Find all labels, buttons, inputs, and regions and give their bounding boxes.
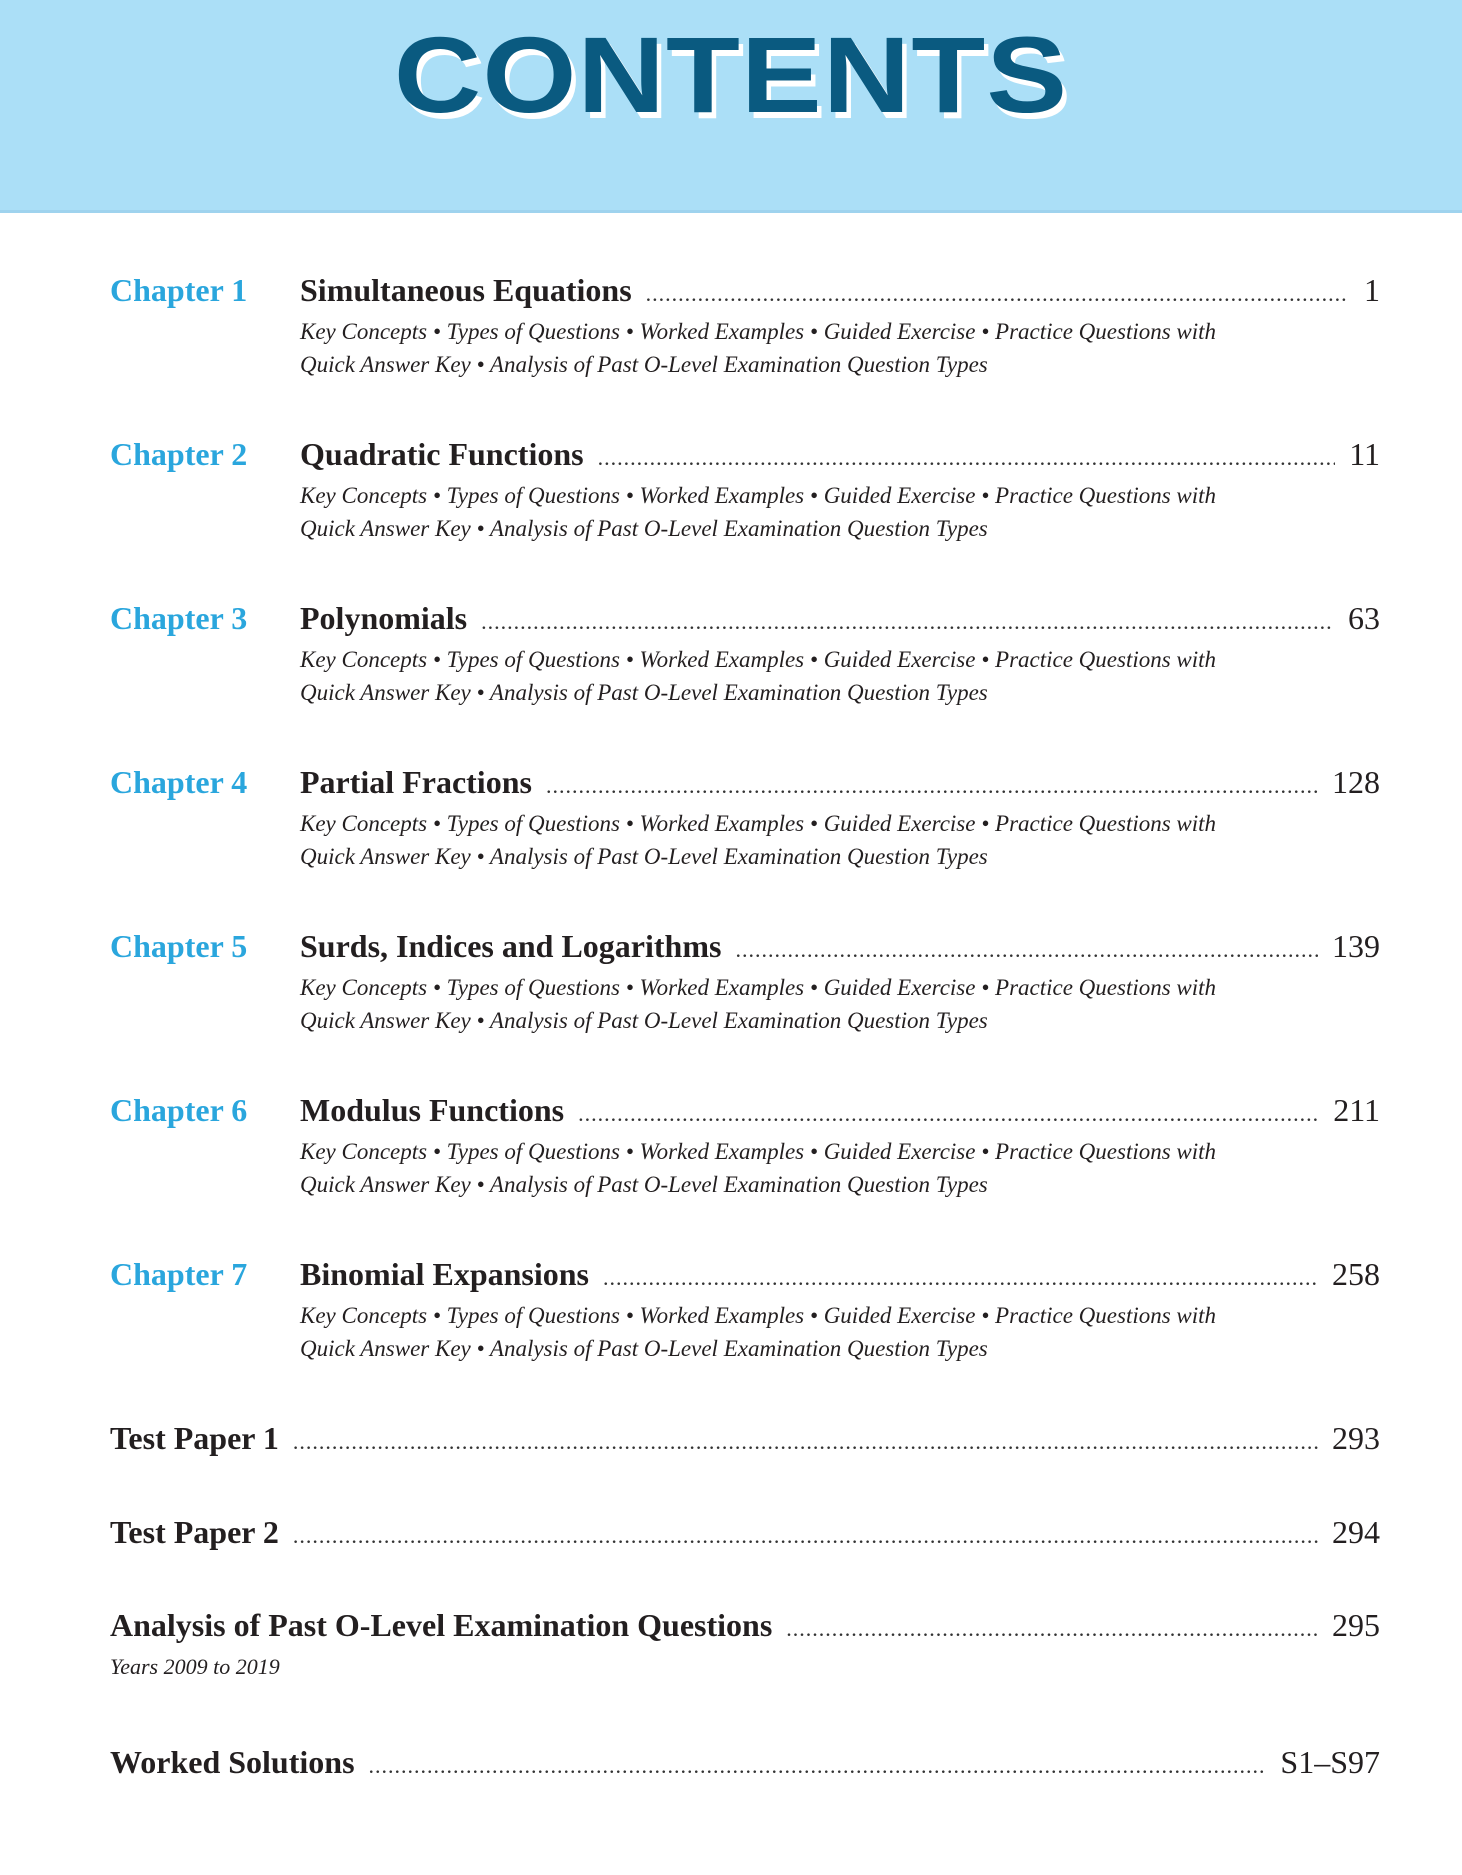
dot-leader bbox=[293, 1523, 1318, 1549]
chapter-description bbox=[300, 643, 1380, 709]
page-number: 294 bbox=[1332, 1514, 1380, 1550]
toc-entry-test-paper-2[interactable] bbox=[110, 1514, 1380, 1551]
chapter-title[interactable]: Modulus Functions bbox=[300, 1092, 565, 1128]
page-number: 1 bbox=[1364, 272, 1380, 308]
contents-header-banner bbox=[0, 0, 1462, 213]
page-number: 258 bbox=[1332, 1256, 1380, 1292]
chapter-label: Chapter 3 bbox=[110, 600, 248, 636]
entry-title[interactable]: Test Paper 2 bbox=[110, 1514, 279, 1550]
chapter-description bbox=[300, 971, 1380, 1037]
toc-entry-chapter-2[interactable] bbox=[110, 436, 1380, 545]
chapter-label: Chapter 5 bbox=[110, 928, 248, 964]
description-line: Key Concepts • Types of Questions • Worked Examples • Guided Exercise • Practice Questions with bbox=[300, 1139, 1217, 1164]
toc-entry-chapter-1[interactable] bbox=[110, 272, 1380, 381]
chapter-label: Chapter 4 bbox=[110, 764, 248, 800]
description-line: Quick Answer Key • Analysis of Past O-Level Examination Question Types bbox=[300, 1336, 988, 1361]
page-number: 63 bbox=[1348, 600, 1380, 636]
toc-entry-chapter-3[interactable] bbox=[110, 600, 1380, 709]
description-line: Key Concepts • Types of Questions • Worked Examples • Guided Exercise • Practice Questions with bbox=[300, 483, 1217, 508]
chapter-title[interactable]: Binomial Expansions bbox=[300, 1256, 589, 1292]
toc-entry-chapter-4[interactable] bbox=[110, 764, 1380, 873]
chapter-title[interactable]: Partial Fractions bbox=[300, 764, 532, 800]
page-number: 211 bbox=[1333, 1092, 1380, 1128]
toc-entry-chapter-7[interactable] bbox=[110, 1256, 1380, 1365]
description-line: Quick Answer Key • Analysis of Past O-Level Examination Question Types bbox=[300, 844, 988, 869]
description-line: Quick Answer Key • Analysis of Past O-Level Examination Question Types bbox=[300, 1172, 988, 1197]
description-line: Key Concepts • Types of Questions • Worked Examples • Guided Exercise • Practice Questions with bbox=[300, 975, 1217, 1000]
dot-leader bbox=[598, 445, 1336, 471]
entry-title[interactable]: Test Paper 1 bbox=[110, 1420, 279, 1456]
page-number: 293 bbox=[1332, 1420, 1380, 1456]
page-number: S1–S97 bbox=[1280, 1744, 1380, 1780]
dot-leader bbox=[481, 609, 1334, 635]
page-number: 295 bbox=[1332, 1607, 1380, 1643]
dot-leader bbox=[646, 281, 1346, 307]
chapter-description bbox=[300, 479, 1380, 545]
dot-leader bbox=[603, 1265, 1318, 1291]
entry-subtitle: Years 2009 to 2019 bbox=[110, 1654, 280, 1679]
description-line: Key Concepts • Types of Questions • Worked Examples • Guided Exercise • Practice Questions with bbox=[300, 319, 1217, 344]
description-line: Quick Answer Key • Analysis of Past O-Level Examination Question Types bbox=[300, 352, 988, 377]
description-line: Key Concepts • Types of Questions • Worked Examples • Guided Exercise • Practice Questions with bbox=[300, 811, 1217, 836]
description-line: Quick Answer Key • Analysis of Past O-Level Examination Question Types bbox=[300, 1008, 988, 1033]
toc-entry-analysis[interactable] bbox=[110, 1607, 1380, 1680]
chapter-label: Chapter 7 bbox=[110, 1256, 248, 1292]
description-line: Quick Answer Key • Analysis of Past O-Level Examination Question Types bbox=[300, 680, 988, 705]
dot-leader bbox=[293, 1429, 1318, 1455]
chapter-description bbox=[300, 315, 1380, 381]
chapter-description bbox=[300, 1135, 1380, 1201]
dot-leader bbox=[578, 1101, 1319, 1127]
chapter-description bbox=[300, 1299, 1380, 1365]
chapter-title[interactable]: Polynomials bbox=[300, 600, 468, 636]
chapter-label: Chapter 2 bbox=[110, 436, 248, 472]
dot-leader bbox=[786, 1616, 1318, 1642]
page-number: 11 bbox=[1349, 436, 1380, 472]
chapter-title[interactable]: Surds, Indices and Logarithms bbox=[300, 928, 722, 964]
page-number: 139 bbox=[1332, 928, 1380, 964]
chapter-title[interactable]: Simultaneous Equations bbox=[300, 272, 632, 308]
chapter-title[interactable]: Quadratic Functions bbox=[300, 436, 584, 472]
toc-entry-worked-solutions[interactable] bbox=[110, 1744, 1380, 1781]
page-number: 128 bbox=[1332, 764, 1380, 800]
toc-entry-test-paper-1[interactable] bbox=[110, 1420, 1380, 1457]
entry-title[interactable]: Worked Solutions bbox=[110, 1744, 355, 1780]
chapter-label: Chapter 1 bbox=[110, 272, 248, 308]
toc-entry-chapter-5[interactable] bbox=[110, 928, 1380, 1037]
chapter-description bbox=[300, 807, 1380, 873]
dot-leader bbox=[369, 1753, 1267, 1779]
description-line: Key Concepts • Types of Questions • Worked Examples • Guided Exercise • Practice Questions with bbox=[300, 647, 1217, 672]
dot-leader bbox=[735, 937, 1318, 963]
chapter-label: Chapter 6 bbox=[110, 1092, 248, 1128]
description-line: Quick Answer Key • Analysis of Past O-Level Examination Question Types bbox=[300, 516, 988, 541]
description-line: Key Concepts • Types of Questions • Worked Examples • Guided Exercise • Practice Questions with bbox=[300, 1303, 1217, 1328]
entry-title[interactable]: Analysis of Past O-Level Examination Questions bbox=[110, 1607, 773, 1643]
page-title: CONTENTS bbox=[393, 14, 1069, 135]
dot-leader bbox=[546, 773, 1318, 799]
toc-entry-chapter-6[interactable] bbox=[110, 1092, 1380, 1201]
